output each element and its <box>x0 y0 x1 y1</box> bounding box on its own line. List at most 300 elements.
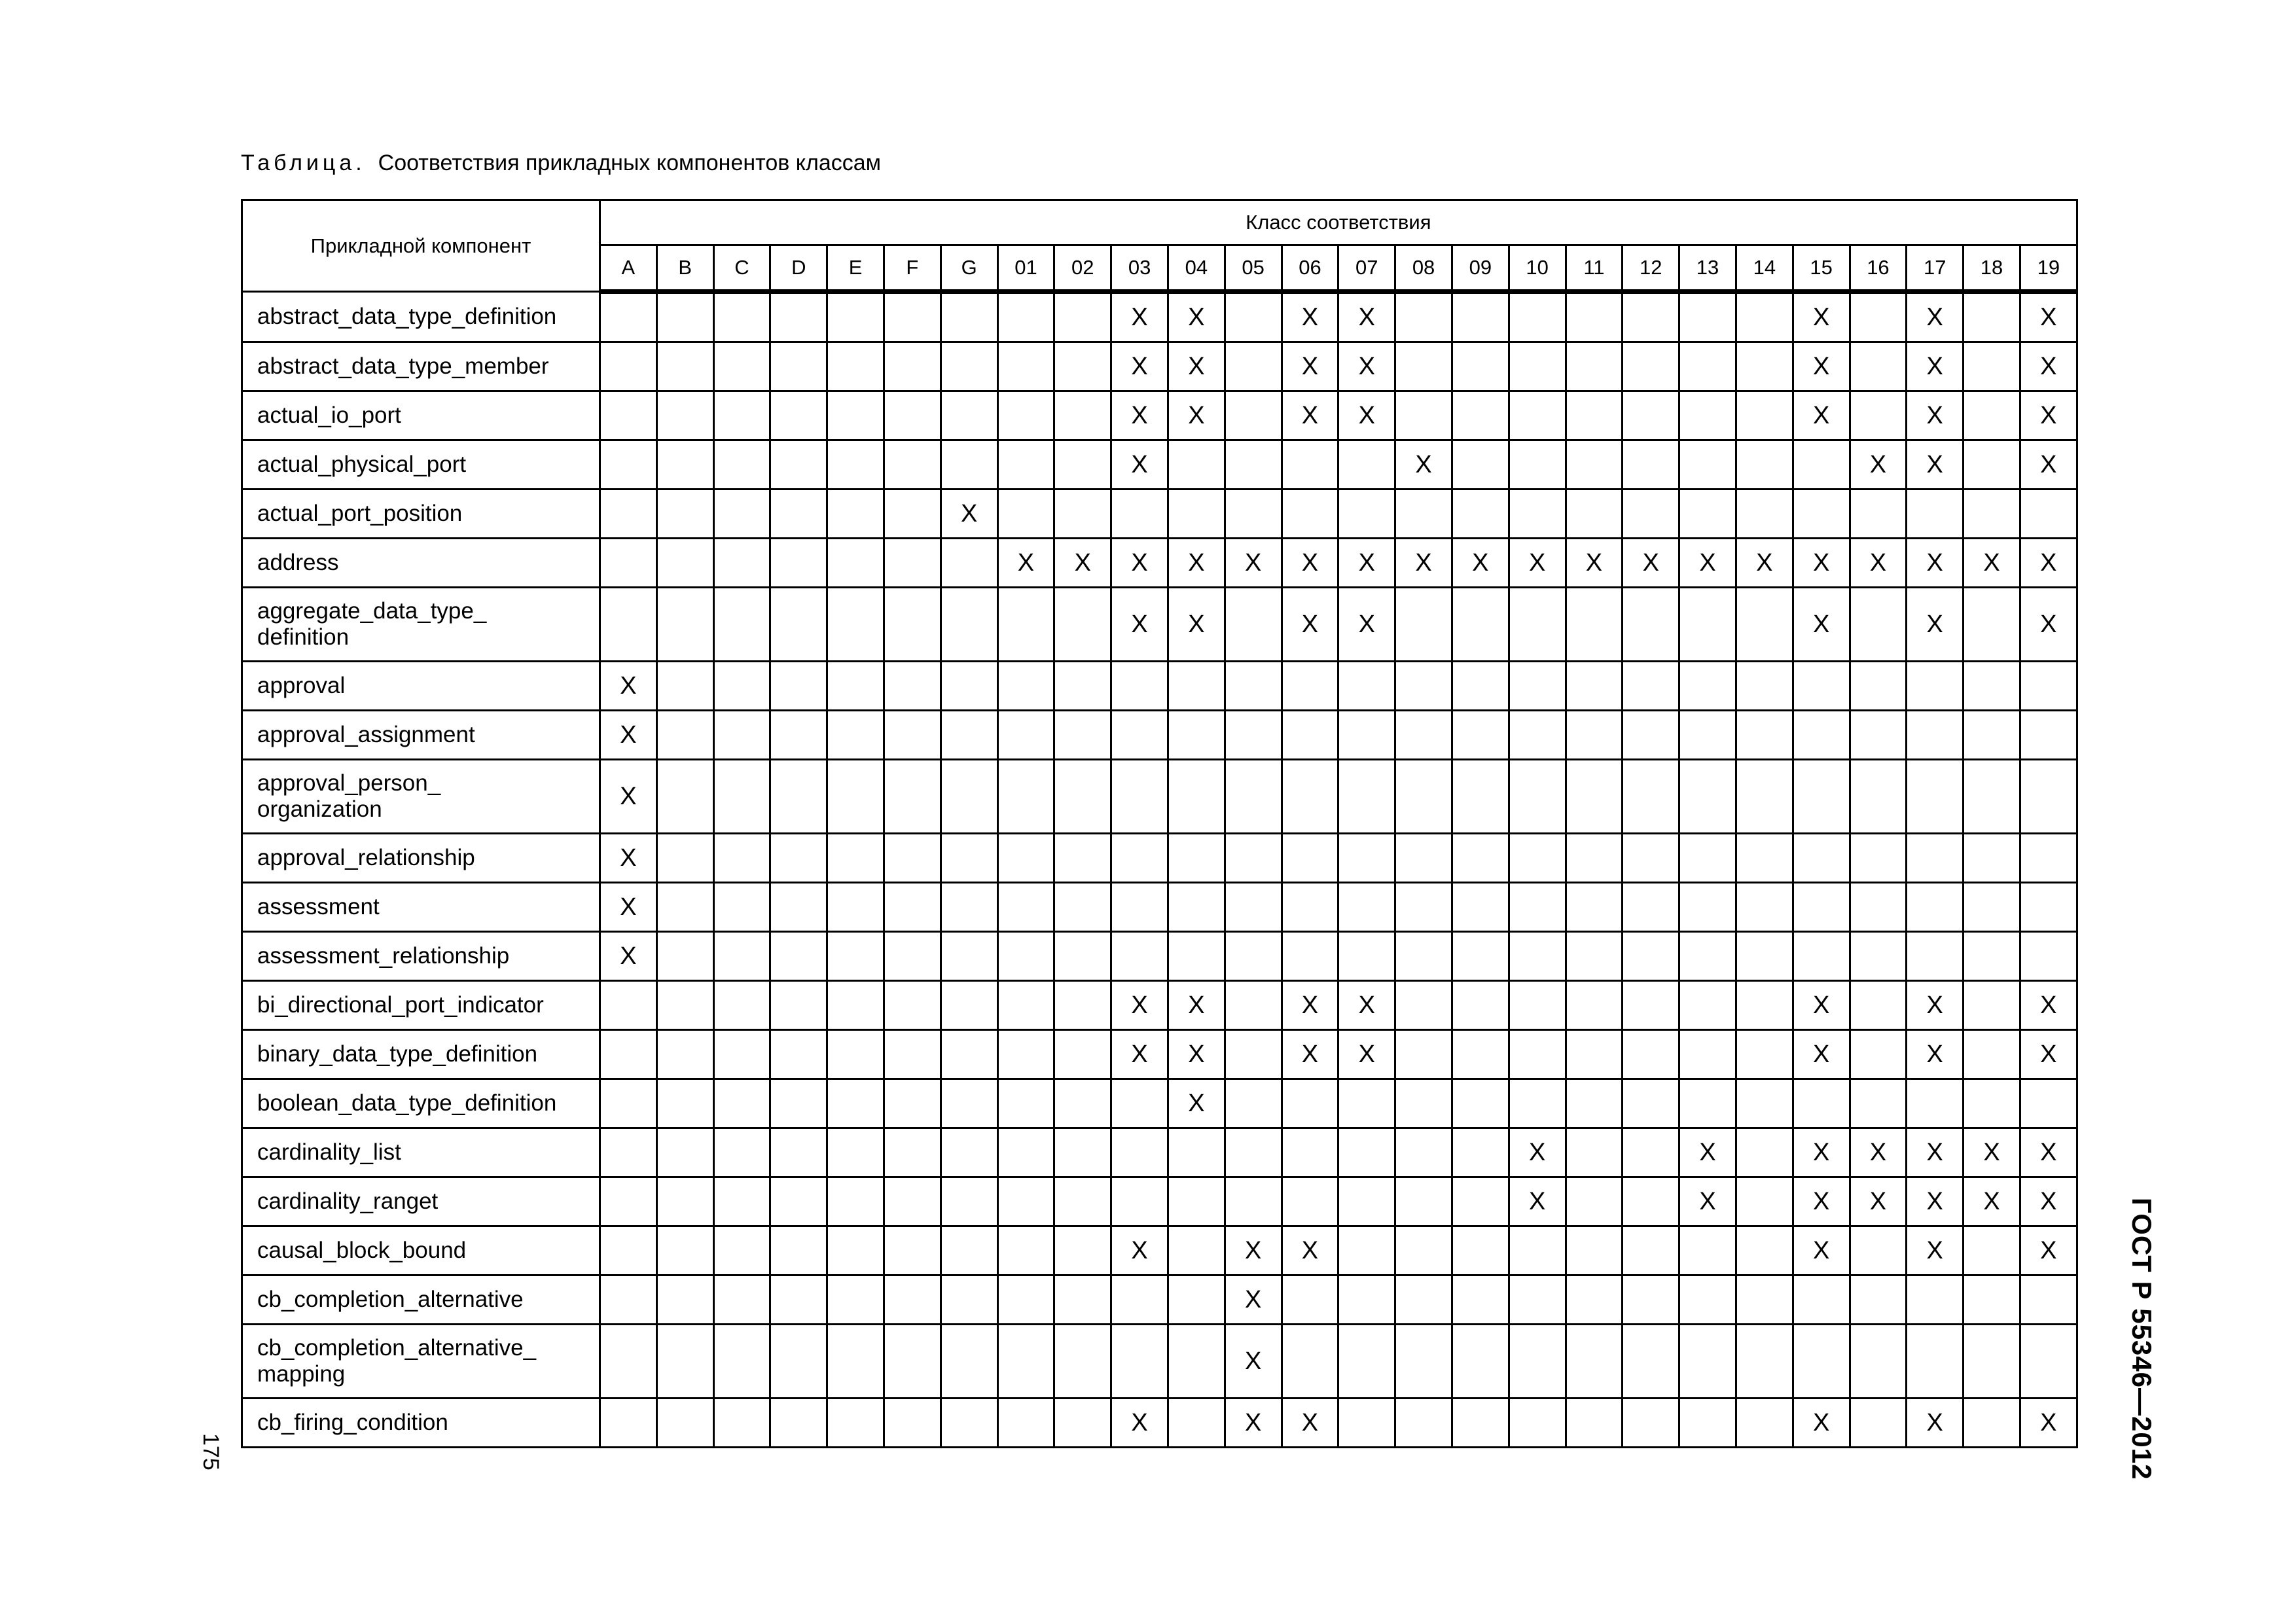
conformance-cell-03 <box>1111 1275 1168 1325</box>
conformance-cell-G <box>941 932 997 981</box>
conformance-mark: X <box>1926 1408 1943 1436</box>
component-name-line: aggregate_data_type_ <box>257 598 487 624</box>
conformance-cell-F <box>884 932 941 981</box>
class-header-16: 16 <box>1850 245 1907 292</box>
conformance-cell-16 <box>1850 1030 1907 1079</box>
conformance-cell-18 <box>1964 292 2020 342</box>
conformance-mark: X <box>1188 991 1205 1019</box>
conformance-cell-F <box>884 588 941 662</box>
conformance-cell-03 <box>1111 981 1168 1030</box>
class-header-D: D <box>770 245 827 292</box>
conformance-mark: X <box>1812 401 1830 429</box>
conformance-cell-06 <box>1282 932 1338 981</box>
conformance-cell-01 <box>997 1399 1054 1448</box>
conformance-cell-07 <box>1338 391 1395 440</box>
conformance-cell-11 <box>1566 342 1623 391</box>
conformance-cell-04 <box>1168 539 1225 588</box>
conformance-cell-06 <box>1282 1275 1338 1325</box>
conformance-cell-A <box>600 834 657 883</box>
conformance-cell-11 <box>1566 834 1623 883</box>
conformance-cell-02 <box>1054 662 1111 711</box>
conformance-cell-16 <box>1850 342 1907 391</box>
conformance-mark: X <box>620 893 637 921</box>
conformance-cell-19 <box>2020 1030 2077 1079</box>
caption-text: Соответствия прикладных компонентов классам <box>378 151 882 175</box>
conformance-cell-10 <box>1509 1030 1566 1079</box>
conformance-cell-09 <box>1452 1325 1509 1399</box>
table-row <box>242 981 2077 1030</box>
conformance-cell-10 <box>1509 440 1566 490</box>
conformance-cell-E <box>827 981 884 1030</box>
conformance-cell-16 <box>1850 883 1907 932</box>
table-row <box>242 883 2077 932</box>
conformance-cell-F <box>884 1177 941 1226</box>
conformance-cell-D <box>770 588 827 662</box>
conformance-cell-F <box>884 662 941 711</box>
conformance-cell-19 <box>2020 539 2077 588</box>
conformance-cell-D <box>770 1275 827 1325</box>
conformance-cell-09 <box>1452 1177 1509 1226</box>
conformance-cell-A <box>600 711 657 760</box>
conformance-cell-E <box>827 1079 884 1128</box>
conformance-cell-02 <box>1054 342 1111 391</box>
conformance-cell-12 <box>1623 834 1679 883</box>
conformance-mark: X <box>1812 991 1830 1019</box>
conformance-cell-18 <box>1964 662 2020 711</box>
conformance-cell-09 <box>1452 1079 1509 1128</box>
conformance-cell-F <box>884 981 941 1030</box>
conformance-cell-E <box>827 539 884 588</box>
conformance-cell-07 <box>1338 834 1395 883</box>
conformance-cell-06 <box>1282 539 1338 588</box>
conformance-mark: X <box>1301 548 1319 577</box>
conformance-mark: X <box>1131 352 1148 380</box>
conformance-mark: X <box>1812 610 1830 638</box>
conformance-mark: X <box>620 721 637 749</box>
conformance-cell-C <box>713 1030 770 1079</box>
conformance-cell-08 <box>1395 440 1452 490</box>
conformance-cell-08 <box>1395 932 1452 981</box>
class-header-F: F <box>884 245 941 292</box>
conformance-cell-F <box>884 760 941 834</box>
conformance-cell-01 <box>997 883 1054 932</box>
conformance-cell-D <box>770 662 827 711</box>
conformance-mark: X <box>1926 303 1943 331</box>
conformance-cell-02 <box>1054 1177 1111 1226</box>
conformance-cell-12 <box>1623 539 1679 588</box>
conformance-cell-06 <box>1282 1128 1338 1177</box>
conformance-cell-10 <box>1509 1325 1566 1399</box>
conformance-cell-19 <box>2020 1275 2077 1325</box>
conformance-cell-C <box>713 1128 770 1177</box>
conformance-cell-E <box>827 588 884 662</box>
conformance-cell-B <box>656 711 713 760</box>
conformance-mark: X <box>1358 401 1375 429</box>
conformance-cell-D <box>770 490 827 539</box>
conformance-cell-03 <box>1111 932 1168 981</box>
conformance-cell-06 <box>1282 391 1338 440</box>
conformance-cell-10 <box>1509 834 1566 883</box>
conformance-cell-04 <box>1168 834 1225 883</box>
conformance-cell-18 <box>1964 342 2020 391</box>
conformance-cell-C <box>713 292 770 342</box>
conformance-mark: X <box>2040 450 2057 478</box>
conformance-cell-06 <box>1282 711 1338 760</box>
component-name-line: organization <box>257 796 382 822</box>
conformance-cell-C <box>713 932 770 981</box>
conformance-mark: X <box>1926 352 1943 380</box>
conformance-cell-16 <box>1850 1399 1907 1448</box>
conformance-cell-G <box>941 391 997 440</box>
conformance-mark: X <box>2040 548 2057 577</box>
conformance-cell-04 <box>1168 292 1225 342</box>
class-header-01: 01 <box>997 245 1054 292</box>
conformance-cell-A <box>600 1275 657 1325</box>
conformance-cell-17 <box>1907 932 1964 981</box>
conformance-cell-C <box>713 662 770 711</box>
conformance-mark: X <box>1301 610 1319 638</box>
conformance-cell-01 <box>997 490 1054 539</box>
conformance-cell-05 <box>1225 883 1282 932</box>
conformance-cell-09 <box>1452 662 1509 711</box>
conformance-cell-G <box>941 1177 997 1226</box>
conformance-cell-E <box>827 711 884 760</box>
conformance-cell-F <box>884 292 941 342</box>
conformance-cell-12 <box>1623 932 1679 981</box>
conformance-cell-14 <box>1736 1030 1793 1079</box>
conformance-cell-18 <box>1964 1399 2020 1448</box>
conformance-cell-05 <box>1225 1128 1282 1177</box>
conformance-cell-09 <box>1452 391 1509 440</box>
conformance-cell-B <box>656 539 713 588</box>
conformance-cell-19 <box>2020 440 2077 490</box>
caption-label: Таблица. <box>241 151 366 175</box>
conformance-mark: X <box>1812 1040 1830 1068</box>
class-header-13: 13 <box>1679 245 1736 292</box>
conformance-mark: X <box>1358 548 1375 577</box>
conformance-cell-11 <box>1566 981 1623 1030</box>
conformance-cell-G <box>941 662 997 711</box>
conformance-mark: X <box>1017 548 1035 577</box>
conformance-cell-14 <box>1736 834 1793 883</box>
conformance-cell-G <box>941 760 997 834</box>
conformance-cell-A <box>600 1079 657 1128</box>
conformance-cell-A <box>600 440 657 490</box>
conformance-cell-14 <box>1736 981 1793 1030</box>
conformance-cell-G <box>941 883 997 932</box>
conformance-cell-06 <box>1282 1177 1338 1226</box>
conformance-cell-12 <box>1623 1226 1679 1275</box>
class-header-G: G <box>941 245 997 292</box>
conformance-cell-15 <box>1793 588 1850 662</box>
conformance-cell-12 <box>1623 760 1679 834</box>
conformance-mark: X <box>1301 1236 1319 1264</box>
conformance-mark: X <box>1926 1138 1943 1166</box>
component-name: causal_block_bound <box>242 1226 600 1275</box>
conformance-cell-16 <box>1850 1079 1907 1128</box>
conformance-cell-E <box>827 1128 884 1177</box>
conformance-cell-08 <box>1395 539 1452 588</box>
conformance-cell-15 <box>1793 1177 1850 1226</box>
conformance-cell-18 <box>1964 1275 2020 1325</box>
conformance-cell-17 <box>1907 1030 1964 1079</box>
conformance-cell-09 <box>1452 292 1509 342</box>
component-name: cb_firing_condition <box>242 1399 600 1448</box>
conformance-cell-A <box>600 662 657 711</box>
class-header-14: 14 <box>1736 245 1793 292</box>
conformance-cell-03 <box>1111 1226 1168 1275</box>
conformance-cell-A <box>600 1128 657 1177</box>
conformance-cell-B <box>656 588 713 662</box>
conformance-cell-A <box>600 1325 657 1399</box>
component-name: cardinality_ranget <box>242 1177 600 1226</box>
class-header-08: 08 <box>1395 245 1452 292</box>
conformance-cell-13 <box>1679 1275 1736 1325</box>
conformance-cell-A <box>600 292 657 342</box>
conformance-cell-C <box>713 1325 770 1399</box>
class-group-header: Класс соответствия <box>600 200 2077 245</box>
conformance-mark: X <box>2040 1040 2057 1068</box>
conformance-cell-04 <box>1168 662 1225 711</box>
class-header-B: B <box>656 245 713 292</box>
conformance-cell-19 <box>2020 1325 2077 1399</box>
conformance-cell-05 <box>1225 1079 1282 1128</box>
conformance-cell-D <box>770 342 827 391</box>
conformance-cell-04 <box>1168 490 1225 539</box>
conformance-cell-17 <box>1907 1325 1964 1399</box>
conformance-mark: X <box>1301 1040 1319 1068</box>
conformance-cell-03 <box>1111 1325 1168 1399</box>
conformance-cell-06 <box>1282 1226 1338 1275</box>
conformance-cell-G <box>941 292 997 342</box>
conformance-cell-07 <box>1338 292 1395 342</box>
conformance-cell-01 <box>997 1226 1054 1275</box>
conformance-cell-05 <box>1225 834 1282 883</box>
component-name: approval <box>242 662 600 711</box>
conformance-cell-F <box>884 1079 941 1128</box>
table-row <box>242 292 2077 342</box>
conformance-cell-04 <box>1168 981 1225 1030</box>
conformance-mark: X <box>1869 548 1887 577</box>
component-name: actual_port_position <box>242 490 600 539</box>
conformance-cell-07 <box>1338 883 1395 932</box>
conformance-cell-01 <box>997 981 1054 1030</box>
table-row <box>242 834 2077 883</box>
class-header-15: 15 <box>1793 245 1850 292</box>
conformance-cell-07 <box>1338 932 1395 981</box>
conformance-cell-01 <box>997 662 1054 711</box>
conformance-cell-09 <box>1452 539 1509 588</box>
conformance-cell-02 <box>1054 711 1111 760</box>
conformance-cell-15 <box>1793 1275 1850 1325</box>
conformance-cell-C <box>713 588 770 662</box>
conformance-cell-06 <box>1282 342 1338 391</box>
conformance-cell-18 <box>1964 834 2020 883</box>
conformance-cell-12 <box>1623 391 1679 440</box>
conformance-cell-16 <box>1850 440 1907 490</box>
conformance-cell-16 <box>1850 834 1907 883</box>
conformance-cell-G <box>941 1079 997 1128</box>
conformance-cell-A <box>600 981 657 1030</box>
conformance-cell-19 <box>2020 490 2077 539</box>
conformance-cell-A <box>600 1399 657 1448</box>
conformance-cell-E <box>827 760 884 834</box>
conformance-mark: X <box>1131 991 1148 1019</box>
conformance-cell-03 <box>1111 1030 1168 1079</box>
conformance-mark: X <box>1188 610 1205 638</box>
conformance-cell-A <box>600 588 657 662</box>
table-row <box>242 342 2077 391</box>
conformance-cell-C <box>713 711 770 760</box>
conformance-cell-11 <box>1566 440 1623 490</box>
conformance-mark: X <box>1812 303 1830 331</box>
conformance-cell-15 <box>1793 760 1850 834</box>
conformance-cell-04 <box>1168 1177 1225 1226</box>
conformance-mark: X <box>1812 1408 1830 1436</box>
conformance-mark: X <box>2040 1138 2057 1166</box>
conformance-cell-B <box>656 1226 713 1275</box>
conformance-cell-07 <box>1338 1079 1395 1128</box>
class-header-A: A <box>600 245 657 292</box>
conformance-cell-08 <box>1395 883 1452 932</box>
conformance-cell-G <box>941 1399 997 1448</box>
conformance-mark: X <box>1131 450 1148 478</box>
conformance-cell-C <box>713 440 770 490</box>
conformance-cell-05 <box>1225 1177 1282 1226</box>
conformance-cell-19 <box>2020 1399 2077 1448</box>
conformance-mark: X <box>1812 352 1830 380</box>
conformance-cell-01 <box>997 932 1054 981</box>
conformance-cell-07 <box>1338 539 1395 588</box>
conformance-cell-07 <box>1338 1325 1395 1399</box>
conformance-cell-17 <box>1907 1399 1964 1448</box>
conformance-mark: X <box>1244 1347 1262 1375</box>
conformance-cell-01 <box>997 834 1054 883</box>
conformance-mark: X <box>2040 610 2057 638</box>
conformance-cell-17 <box>1907 1226 1964 1275</box>
conformance-cell-16 <box>1850 1177 1907 1226</box>
conformance-cell-13 <box>1679 981 1736 1030</box>
conformance-mark: X <box>1301 303 1319 331</box>
conformance-mark: X <box>1244 548 1262 577</box>
conformance-mark: X <box>2040 352 2057 380</box>
conformance-cell-07 <box>1338 1275 1395 1325</box>
conformance-cell-19 <box>2020 711 2077 760</box>
conformance-cell-10 <box>1509 760 1566 834</box>
conformance-cell-D <box>770 391 827 440</box>
conformance-cell-14 <box>1736 588 1793 662</box>
conformance-cell-06 <box>1282 883 1338 932</box>
conformance-cell-11 <box>1566 588 1623 662</box>
conformance-cell-02 <box>1054 1128 1111 1177</box>
class-header-06: 06 <box>1282 245 1338 292</box>
component-name-line: definition <box>257 624 350 650</box>
conformance-cell-19 <box>2020 883 2077 932</box>
conformance-cell-13 <box>1679 490 1736 539</box>
conformance-cell-G <box>941 539 997 588</box>
conformance-cell-13 <box>1679 539 1736 588</box>
conformance-cell-01 <box>997 1128 1054 1177</box>
conformance-cell-08 <box>1395 981 1452 1030</box>
conformance-cell-03 <box>1111 662 1168 711</box>
conformance-cell-F <box>884 490 941 539</box>
conformance-cell-02 <box>1054 1226 1111 1275</box>
class-header-C: C <box>713 245 770 292</box>
conformance-cell-02 <box>1054 760 1111 834</box>
conformance-cell-09 <box>1452 981 1509 1030</box>
conformance-cell-D <box>770 1177 827 1226</box>
conformance-cell-07 <box>1338 1399 1395 1448</box>
conformance-cell-19 <box>2020 391 2077 440</box>
conformance-cell-05 <box>1225 1399 1282 1448</box>
conformance-mark: X <box>1926 610 1943 638</box>
conformance-mark: X <box>1301 401 1319 429</box>
conformance-cell-14 <box>1736 1399 1793 1448</box>
conformance-cell-G <box>941 440 997 490</box>
table-row <box>242 1325 2077 1399</box>
conformance-cell-11 <box>1566 539 1623 588</box>
conformance-cell-07 <box>1338 342 1395 391</box>
conformance-cell-15 <box>1793 391 1850 440</box>
conformance-mark: X <box>1926 401 1943 429</box>
conformance-cell-16 <box>1850 711 1907 760</box>
conformance-cell-19 <box>2020 981 2077 1030</box>
conformance-cell-13 <box>1679 662 1736 711</box>
conformance-cell-B <box>656 1325 713 1399</box>
conformance-cell-13 <box>1679 1128 1736 1177</box>
conformance-cell-15 <box>1793 662 1850 711</box>
conformance-cell-14 <box>1736 1226 1793 1275</box>
conformance-cell-D <box>770 292 827 342</box>
component-name: address <box>242 539 600 588</box>
conformance-cell-15 <box>1793 490 1850 539</box>
conformance-cell-11 <box>1566 662 1623 711</box>
conformance-cell-10 <box>1509 981 1566 1030</box>
conformance-cell-06 <box>1282 292 1338 342</box>
conformance-cell-19 <box>2020 1226 2077 1275</box>
conformance-cell-15 <box>1793 1226 1850 1275</box>
conformance-cell-B <box>656 1079 713 1128</box>
conformance-cell-18 <box>1964 1325 2020 1399</box>
conformance-cell-13 <box>1679 391 1736 440</box>
component-name: bi_directional_port_indicator <box>242 981 600 1030</box>
conformance-cell-17 <box>1907 539 1964 588</box>
page-number: 175 <box>198 1433 223 1471</box>
conformance-cell-13 <box>1679 932 1736 981</box>
conformance-cell-08 <box>1395 391 1452 440</box>
conformance-cell-19 <box>2020 292 2077 342</box>
conformance-cell-07 <box>1338 662 1395 711</box>
conformance-cell-03 <box>1111 391 1168 440</box>
conformance-cell-04 <box>1168 711 1225 760</box>
table-row <box>242 1030 2077 1079</box>
conformance-cell-E <box>827 292 884 342</box>
conformance-cell-10 <box>1509 391 1566 440</box>
conformance-cell-13 <box>1679 1325 1736 1399</box>
conformance-cell-09 <box>1452 1030 1509 1079</box>
conformance-cell-E <box>827 1226 884 1275</box>
conformance-cell-02 <box>1054 932 1111 981</box>
conformance-cell-03 <box>1111 883 1168 932</box>
conformance-mark: X <box>1358 991 1375 1019</box>
conformance-mark: X <box>1415 450 1432 478</box>
conformance-cell-03 <box>1111 1128 1168 1177</box>
conformance-cell-11 <box>1566 1128 1623 1177</box>
conformance-cell-B <box>656 883 713 932</box>
conformance-cell-19 <box>2020 1177 2077 1226</box>
conformance-cell-12 <box>1623 883 1679 932</box>
conformance-cell-D <box>770 1030 827 1079</box>
